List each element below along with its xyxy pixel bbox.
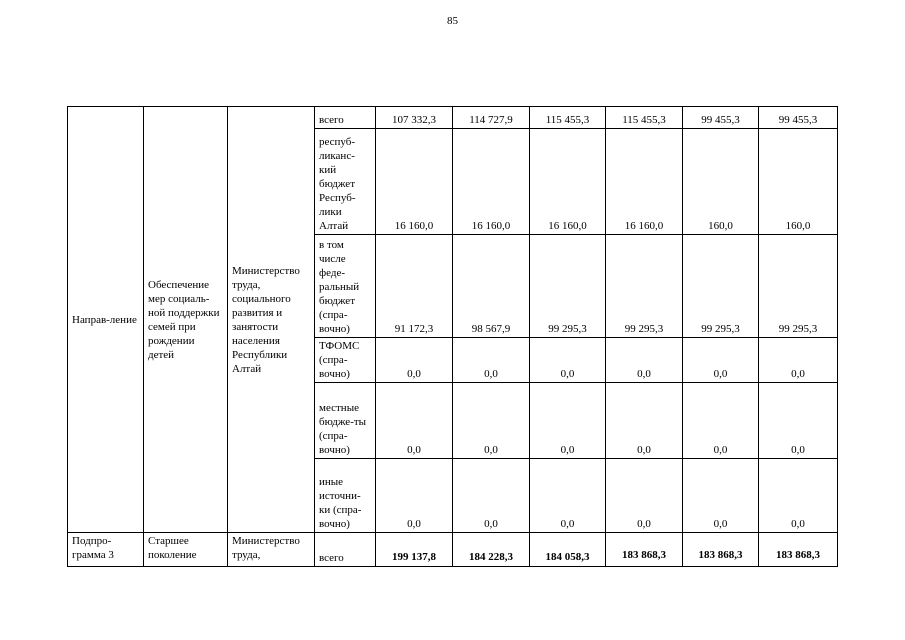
value-cell: 0,0 xyxy=(530,459,606,533)
value-cell: 0,0 xyxy=(453,338,530,383)
program-name-cell: Старшее поколение xyxy=(144,533,228,567)
table-row xyxy=(68,533,838,567)
executor-cell: Министерство труда, xyxy=(228,533,315,567)
value-cell: 107 332,3 xyxy=(376,107,453,129)
value-cell: 99 295,3 xyxy=(683,235,759,338)
value-cell: 99 295,3 xyxy=(530,235,606,338)
value-cell: 160,0 xyxy=(759,129,838,235)
value-cell: 199 137,8 xyxy=(376,533,453,567)
value-cell: 98 567,9 xyxy=(453,235,530,338)
executor-cell: Министерство труда, социального развития и занятости населения Республики Алтай xyxy=(228,107,315,533)
value-cell: 0,0 xyxy=(683,383,759,459)
value-cell: 183 868,3 xyxy=(606,533,683,567)
value-cell: 99 295,3 xyxy=(606,235,683,338)
source-cell: местные бюдже-ты (спра-вочно) xyxy=(315,383,376,459)
value-cell: 114 727,9 xyxy=(453,107,530,129)
value-cell: 0,0 xyxy=(376,383,453,459)
source-cell: в том числе феде-ральный бюджет (спра-вочно) xyxy=(315,235,376,338)
source-cell: респуб-ликанс-кий бюджет Респуб-лики Алтай xyxy=(315,129,376,235)
value-cell: 16 160,0 xyxy=(530,129,606,235)
value-cell: 0,0 xyxy=(606,338,683,383)
value-cell: 99 455,3 xyxy=(683,107,759,129)
value-cell: 184 058,3 xyxy=(530,533,606,567)
status-cell: Подпро-грамма 3 xyxy=(68,533,144,567)
value-cell: 0,0 xyxy=(683,338,759,383)
value-cell: 0,0 xyxy=(759,459,838,533)
value-cell: 0,0 xyxy=(759,338,838,383)
value-cell: 0,0 xyxy=(530,383,606,459)
value-cell: 0,0 xyxy=(606,459,683,533)
value-cell: 16 160,0 xyxy=(376,129,453,235)
source-cell: ТФОМС (спра-вочно) xyxy=(315,338,376,383)
budget-table xyxy=(67,106,838,567)
value-cell: 183 868,3 xyxy=(683,533,759,567)
value-cell: 160,0 xyxy=(683,129,759,235)
value-cell: 91 172,3 xyxy=(376,235,453,338)
value-cell: 183 868,3 xyxy=(759,533,838,567)
source-cell: всего xyxy=(315,533,376,567)
value-cell: 115 455,3 xyxy=(606,107,683,129)
value-cell: 99 295,3 xyxy=(759,235,838,338)
source-cell: всего xyxy=(315,107,376,129)
page-number: 85 xyxy=(447,15,458,27)
value-cell: 0,0 xyxy=(453,459,530,533)
value-cell: 0,0 xyxy=(759,383,838,459)
value-cell: 0,0 xyxy=(683,459,759,533)
program-name-cell: Обеспечение мер социаль-ной поддержки семей при рождении детей xyxy=(144,107,228,533)
value-cell: 0,0 xyxy=(606,383,683,459)
value-cell: 0,0 xyxy=(376,338,453,383)
value-cell: 0,0 xyxy=(376,459,453,533)
value-cell: 99 455,3 xyxy=(759,107,838,129)
value-cell: 0,0 xyxy=(453,383,530,459)
value-cell: 0,0 xyxy=(530,338,606,383)
value-cell: 184 228,3 xyxy=(453,533,530,567)
value-cell: 16 160,0 xyxy=(606,129,683,235)
value-cell: 115 455,3 xyxy=(530,107,606,129)
status-cell: Направ-ление xyxy=(68,107,144,533)
table-row xyxy=(68,107,838,129)
source-cell: иные источни-ки (спра-вочно) xyxy=(315,459,376,533)
value-cell: 16 160,0 xyxy=(453,129,530,235)
